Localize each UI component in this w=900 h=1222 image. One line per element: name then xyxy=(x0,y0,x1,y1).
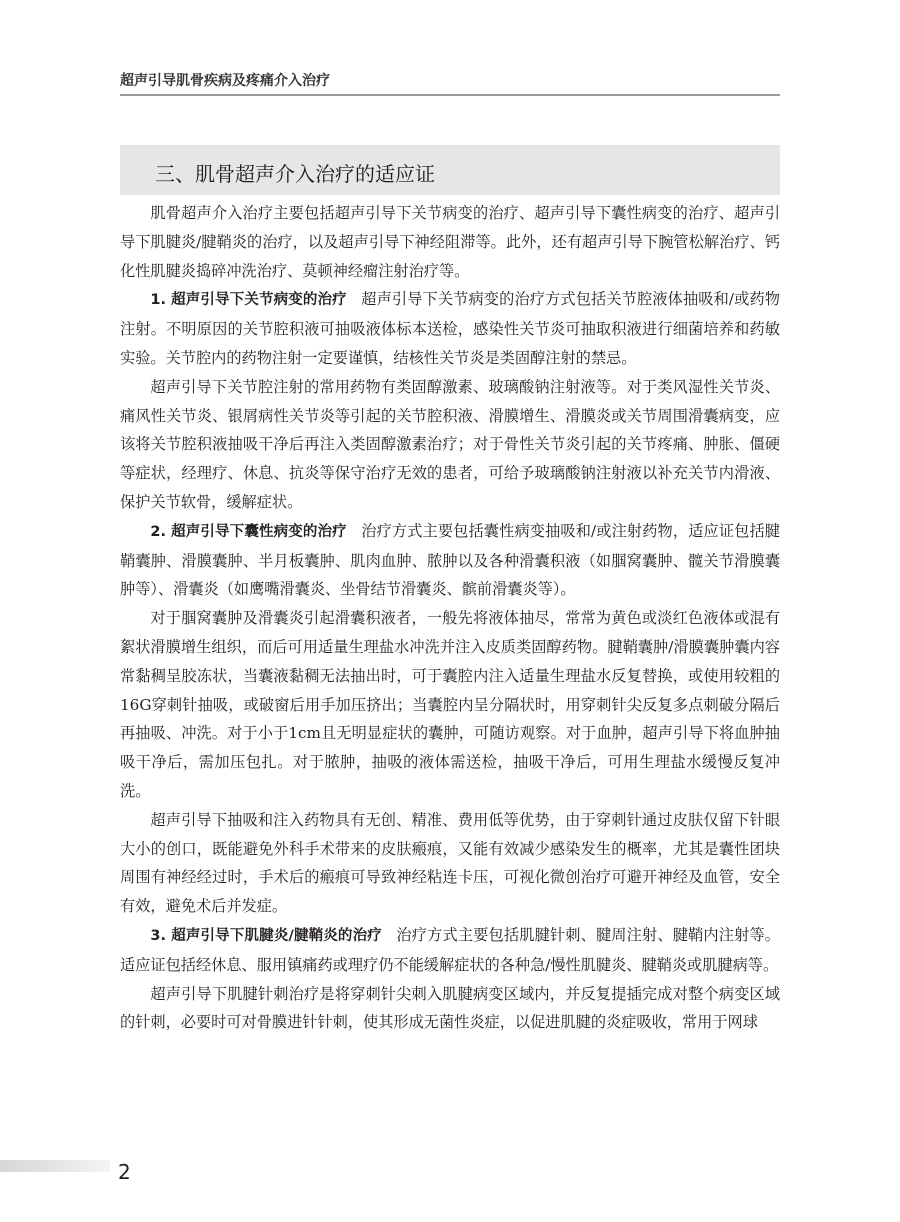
header-rule xyxy=(120,94,780,96)
paragraph xyxy=(120,373,780,517)
paragraph-lead: 3. 超声引导下肌腱炎/腱鞘炎的治疗 xyxy=(150,927,382,944)
paragraph xyxy=(120,199,780,285)
paragraph-text: 超声引导下关节腔注射的常用药物有类固醇激素、玻璃酸钠注射液等。对于类风湿性关节炎、痛风性关节炎、银屑病性关节炎等引起的关节腔积液、滑膜增生、滑膜炎或关节周围滑囊病变，应该将关节腔积液抽吸干净后再注入类固醇激素治疗；对于骨性关节炎引起的关节疼痛、肿胀、僵硬等症状，经理疗、休息、抗炎等保守治疗无效的患者，可给予玻璃酸钠注射液以补充关节内滑液、保护关节软骨，缓解症状。 xyxy=(120,377,780,511)
paragraph xyxy=(120,604,780,806)
section-heading-box xyxy=(120,145,780,195)
page-footer-bar xyxy=(0,1160,110,1172)
paragraph-lead: 2. 超声引导下囊性病变的治疗 xyxy=(150,523,347,540)
paragraph-text: 对于腘窝囊肿及滑囊炎引起滑囊积液者，一般先将液体抽尽，常常为黄色或淡红色液体或混有絮状滑膜增生组织，而后可用适量生理盐水冲洗并注入皮质类固醇药物。腱鞘囊肿/滑膜囊肿囊内容常黏稠呈胶冻状，当囊液黏稠无法抽出时，可于囊腔内注入适量生理盐水反复替换，或使用较粗的16G穿刺针抽吸，或破窗后用手加压挤出；当囊腔内呈分隔状时，用穿刺针尖反复多点刺破分隔后再抽吸、冲洗。对于小于1cm且无明显症状的囊肿，可随访观察。对于血肿，超声引导下将血肿抽吸干净后，需加压包扎。对于脓肿，抽吸的液体需送检，抽吸干净后，可用生理盐水缓慢反复冲洗。 xyxy=(120,609,780,800)
running-head: 超声引导肌骨疾病及疼痛介入治疗 xyxy=(120,73,330,89)
paragraph xyxy=(120,921,780,980)
paragraph-text: 超声引导下肌腱针刺治疗是将穿刺针尖刺入肌腱病变区域内，并反复提插完成对整个病变区域的针刺，必要时可对骨膜进针针刺，使其形成无菌性炎症，以促进肌腱的炎症吸收，常用于网球 xyxy=(120,984,780,1032)
section-title: 三、肌骨超声介入治疗的适应证 xyxy=(155,162,435,186)
paragraph xyxy=(120,285,780,372)
paragraph xyxy=(120,517,780,604)
paragraph-text: 治疗方式主要包括囊性病变抽吸和/或注射药物，适应证包括腱鞘囊肿、滑膜囊肿、半月板囊肿、肌肉血肿、脓肿以及各种滑囊积液（如腘窝囊肿、髋关节滑膜囊肿等）、滑囊炎（如鹰嘴滑囊炎、坐骨结节滑囊炎、髌前滑囊炎等）。 xyxy=(120,521,780,599)
paragraph xyxy=(120,980,780,1038)
paragraph-text: 治疗方式主要包括肌腱针刺、腱周注射、腱鞘内注射等。适应证包括经休息、服用镇痛药或理疗仍不能缓解症状的各种急/慢性肌腱炎、腱鞘炎或肌腱病等。 xyxy=(120,925,780,974)
paragraph-lead: 1. 超声引导下关节病变的治疗 xyxy=(150,292,347,309)
paragraph-text: 超声引导下关节病变的治疗方式包括关节腔液体抽吸和/或药物注射。不明原因的关节腔积液可抽吸液体标本送检，感染性关节炎可抽取积液进行细菌培养和药敏实验。关节腔内的药物注射一定要谨慎，结核性关节炎是类固醇注射的禁忌。 xyxy=(120,290,780,367)
body-text xyxy=(120,199,780,1037)
paragraph-text: 超声引导下抽吸和注入药物具有无创、精准、费用低等优势，由于穿刺针通过皮肤仅留下针眼大小的创口，既能避免外科手术带来的皮肤瘢痕，又能有效减少感染发生的概率，尤其是囊性团块周围有神经经过时，手术后的瘢痕可导致神经粘连卡压，可视化微创治疗可避开神经及血管，安全有效，避免术后并发症。 xyxy=(120,810,780,916)
paragraph xyxy=(120,806,780,921)
paragraph-text: 肌骨超声介入治疗主要包括超声引导下关节病变的治疗、超声引导下囊性病变的治疗、超声引导下肌腱炎/腱鞘炎的治疗，以及超声引导下神经阻滞等。此外，还有超声引导下腕管松解治疗、钙化性肌腱炎捣碎冲洗治疗、莫顿神经瘤注射治疗等。 xyxy=(120,204,780,280)
page-number: 2 xyxy=(118,1160,131,1184)
